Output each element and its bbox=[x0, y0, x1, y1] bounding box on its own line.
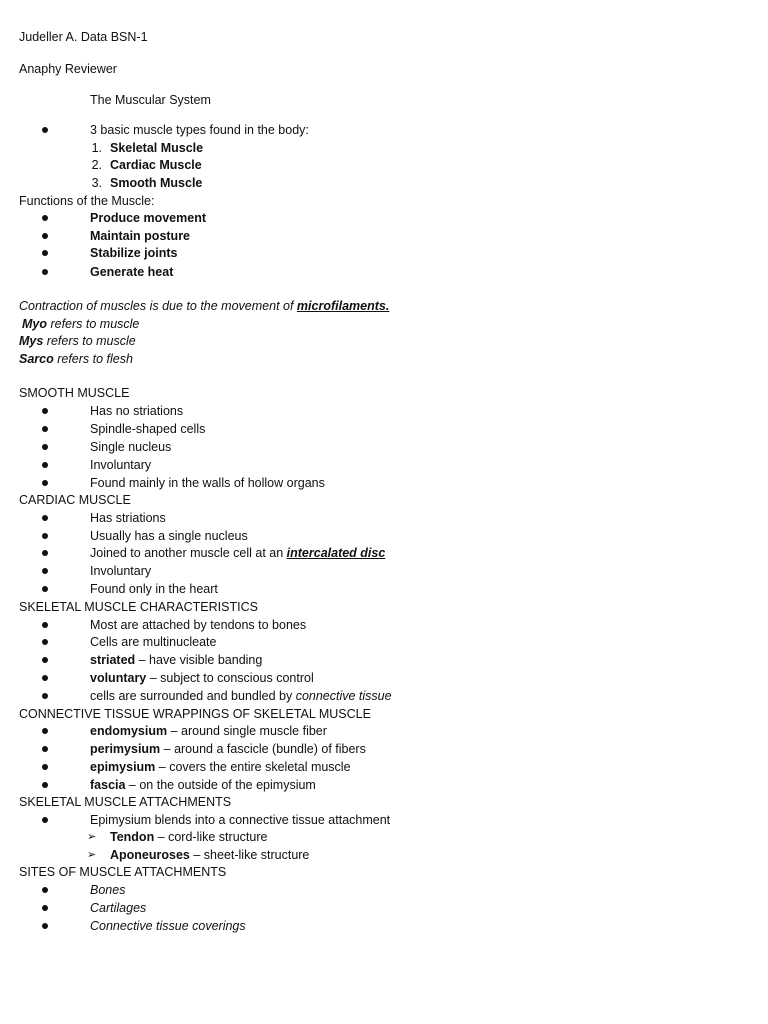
subject-line: Anaphy Reviewer bbox=[19, 62, 117, 76]
bullet-icon bbox=[42, 533, 48, 539]
bullet-icon bbox=[42, 639, 48, 645]
skeletal-characteristics-heading: SKELETAL MUSCLE CHARACTERISTICS bbox=[19, 600, 258, 614]
bullet-icon bbox=[42, 250, 48, 256]
bullet-icon bbox=[42, 675, 48, 681]
bullet-icon bbox=[42, 905, 48, 911]
sites-heading: SITES OF MUSCLE ATTACHMENTS bbox=[19, 865, 227, 879]
smooth-heading: SMOOTH MUSCLE bbox=[19, 386, 130, 400]
arrow-bullet-icon: ➢ bbox=[87, 831, 97, 843]
bullet-icon bbox=[42, 657, 48, 663]
bullet-icon bbox=[42, 444, 48, 450]
myo-note: Myo refers to muscle bbox=[22, 317, 140, 331]
bullet-icon bbox=[42, 746, 48, 752]
bullet-icon bbox=[42, 817, 48, 823]
arrow-bullet-icon: ➢ bbox=[87, 849, 97, 861]
author-line: Judeller A. Data BSN-1 bbox=[19, 30, 148, 44]
attachments-heading: SKELETAL MUSCLE ATTACHMENTS bbox=[19, 795, 232, 809]
bullet-icon bbox=[42, 887, 48, 893]
wrappings-heading: CONNECTIVE TISSUE WRAPPINGS OF SKELETAL MUSCLE bbox=[19, 707, 371, 721]
bullet-icon bbox=[42, 923, 48, 929]
contraction-note: Contraction of muscles is due to the movement of microfilaments. bbox=[19, 299, 390, 313]
bullet-icon bbox=[42, 269, 48, 275]
bullet-icon bbox=[42, 764, 48, 770]
functions-heading: Functions of the Muscle: bbox=[19, 194, 155, 208]
document-page: Judeller A. Data BSN-1 Anaphy Reviewer The Muscular System 3 basic muscle types found in the body: 1. Skeletal Muscle 2. Cardiac Muscle 3. Smooth Muscle Functions of the Muscle: Produce movement Maintain posture Stabilize joints Generate heat Contraction of muscles is due to the movement of microfilaments. Myo refers to muscle Mys refers to muscle Sarco refers to flesh SMOOTH MUSCLE Has no striations Spindle-shaped cells Single nucleus Involuntary Found mainly in the walls of hollow organs CARDIAC MUSCLE Has striations Usually has a single nucleus Joined to another muscle cell at an intercalated disc Involuntary Found only in the heart SKELETAL MUSCLE CHARACTERISTICS Most are attached by tendons to bones Cells are multinucleate striated – have visible banding voluntary – subject to conscious control cells are surrounded and bundled by connective tissue CONNECTIVE TISSUE WRAPPINGS OF SKELETAL MUSCLE endomysium – around single muscle fiber perimysium – around a fascicle (bundle) of fibers epimysium – covers the entire skeletal muscle fascia – on the outside of the epimysium SKELETAL MUSCLE ATTACHMENTS Epimysium blends into a connective tissue attachment ➢ Tendon – cord-like structure ➢ Aponeuroses – sheet-like structure SITES OF MUSCLE ATTACHMENTS Bones Cartilages Connective tissue coverings bbox=[19, 30, 392, 933]
mys-note: Mys refers to muscle bbox=[19, 334, 136, 348]
bullet-icon bbox=[42, 782, 48, 788]
bullet-icon bbox=[42, 693, 48, 699]
bullet-icon bbox=[42, 215, 48, 221]
bullet-icon bbox=[42, 622, 48, 628]
bullet-icon bbox=[42, 728, 48, 734]
bullet-icon bbox=[42, 462, 48, 468]
bullet-icon bbox=[42, 233, 48, 239]
bullet-icon bbox=[42, 426, 48, 432]
cardiac-heading: CARDIAC MUSCLE bbox=[19, 493, 131, 507]
document-title: The Muscular System bbox=[90, 93, 211, 107]
bullet-icon bbox=[42, 586, 48, 592]
bullet-icon bbox=[42, 568, 48, 574]
bullet-icon bbox=[42, 127, 48, 133]
bullet-icon bbox=[42, 480, 48, 486]
bullet-icon bbox=[42, 515, 48, 521]
bullet-icon bbox=[42, 408, 48, 414]
bullet-icon bbox=[42, 550, 48, 556]
sarco-note: Sarco refers to flesh bbox=[19, 352, 133, 366]
